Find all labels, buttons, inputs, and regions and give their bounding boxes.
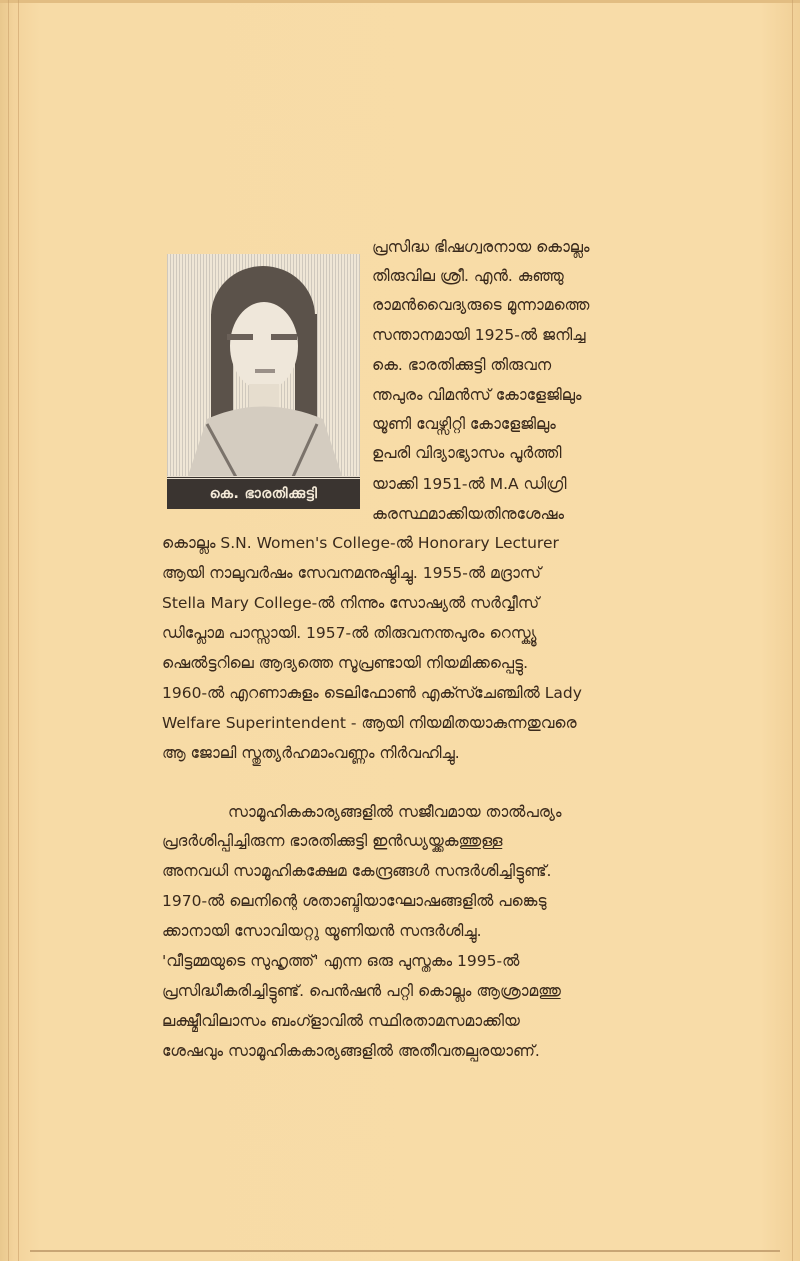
text-line: 'വീട്ടമ്മയുടെ സുഹൃത്ത്' എന്ന ഒരു പുസ്തകം 1995-ൽ — [162, 952, 520, 970]
text-line: പ്രസിദ്ധീകരിച്ചിട്ടുണ്ട്. പെൻഷൻ പറ്റി കൊല്ലം ആശ്രാമത്തു — [162, 982, 561, 1000]
portrait-figure — [167, 254, 360, 479]
text-line: ഡിപ്ലോമ പാസ്സായി. 1957-ൽ തിരുവനന്തപുരം റെസ്ക്യൂ — [162, 624, 537, 642]
binding-line — [18, 0, 19, 1261]
text-line: Stella Mary College-ൽ നിന്നും സോഷ്യൽ സർവ്വീസ് — [162, 594, 540, 612]
binding-line — [8, 0, 9, 1261]
text-line: കെ. ഭാരതിക്കുട്ടി തിരുവന — [372, 356, 552, 374]
text-line: ന്തപുരം വിമൻസ് കോളേജിലും — [372, 386, 582, 404]
text-line: 1970-ൽ ലെനിന്റെ ശതാബ്ദിയാഘോഷങ്ങളിൽ പങ്കെടു — [162, 892, 547, 910]
page-bottom-rule — [30, 1250, 780, 1252]
text-line: സന്താനമായി 1925-ൽ ജനിച്ച — [372, 326, 586, 344]
portrait-shoulders — [187, 407, 343, 480]
portrait-face — [230, 302, 298, 390]
text-line: ശേഷവും സാമൂഹികകാര്യങ്ങളിൽ അതീവതല്പരയാണ്. — [162, 1042, 540, 1060]
text-line: തിരുവില ശ്രീ. എൻ. കുഞ്ഞു — [372, 267, 564, 285]
text-line: 1960-ൽ എറണാകുളം ടെലിഫോൺ എക്സ്ചേഞ്ചിൽ Lady — [162, 684, 582, 702]
text-line: രാമൻവൈദ്യരുടെ മൂന്നാമത്തെ — [372, 296, 590, 314]
page-top-edge — [0, 0, 800, 3]
text-line: പ്രദർശിപ്പിച്ചിരുന്ന ഭാരതിക്കുട്ടി ഇൻഡ്യയ്ക്കകത്തുള്ള — [162, 832, 503, 850]
text-line: ഉപരി വിദ്യാഭ്യാസം പൂർത്തി — [372, 444, 562, 462]
text-line: കരസ്ഥമാക്കിയതിനുശേഷം — [372, 505, 564, 523]
text-line: ആയി നാലുവർഷം സേവനമനുഷ്ഠിച്ചു. 1955-ൽ മദ്രാസ് — [162, 564, 542, 582]
text-line: ആ ജോലി സ്തുത്യർഹമാംവണ്ണം നിർവഹിച്ചു. — [162, 744, 460, 762]
text-line: ഷെൽട്ടറിലെ ആദ്യത്തെ സൂപ്രണ്ടായി നിയമിക്കപ്പെട്ടു. — [162, 654, 529, 672]
text-line: അനവധി സാമൂഹികക്ഷേമ കേന്ദ്രങ്ങൾ സന്ദർശിച്ചിട്ടുണ്ട്. — [162, 862, 552, 880]
text-line: യാക്കി 1951-ൽ M.A ഡിഗ്രി — [372, 475, 567, 493]
portrait-caption-text: കെ. ഭാരതിക്കുട്ടി — [209, 486, 318, 502]
portrait-mouth — [255, 369, 275, 373]
portrait-eye-left — [227, 334, 253, 340]
text-line: ക്കാനായി സോവിയറ്റു യൂണിയൻ സന്ദർശിച്ചു. — [162, 922, 482, 940]
page-edge-line — [792, 0, 793, 1261]
portrait-eye-right — [271, 334, 297, 340]
text-line: Welfare Superintendent - ആയി നിയമിതയാകുന്നതുവരെ — [162, 714, 577, 732]
portrait-caption — [167, 476, 360, 509]
author-portrait — [167, 254, 360, 509]
text-line: സാമൂഹികകാര്യങ്ങളിൽ സജീവമായ താൽപര്യം — [228, 803, 562, 821]
portrait-hair-right — [295, 314, 317, 424]
text-line: കൊല്ലം S.N. Women's College-ൽ Honorary Lecturer — [162, 534, 559, 552]
text-line: ലക്ഷ്മീവിലാസം ബംഗ്ളാവിൽ സ്ഥിരതാമസമാക്കിയ — [162, 1012, 520, 1030]
text-line: യൂണി വേഴ്സിറ്റി കോളേജിലും — [372, 415, 556, 433]
text-line: പ്രസിദ്ധ ഭിഷഗ്വരനായ കൊല്ലം — [372, 238, 590, 256]
